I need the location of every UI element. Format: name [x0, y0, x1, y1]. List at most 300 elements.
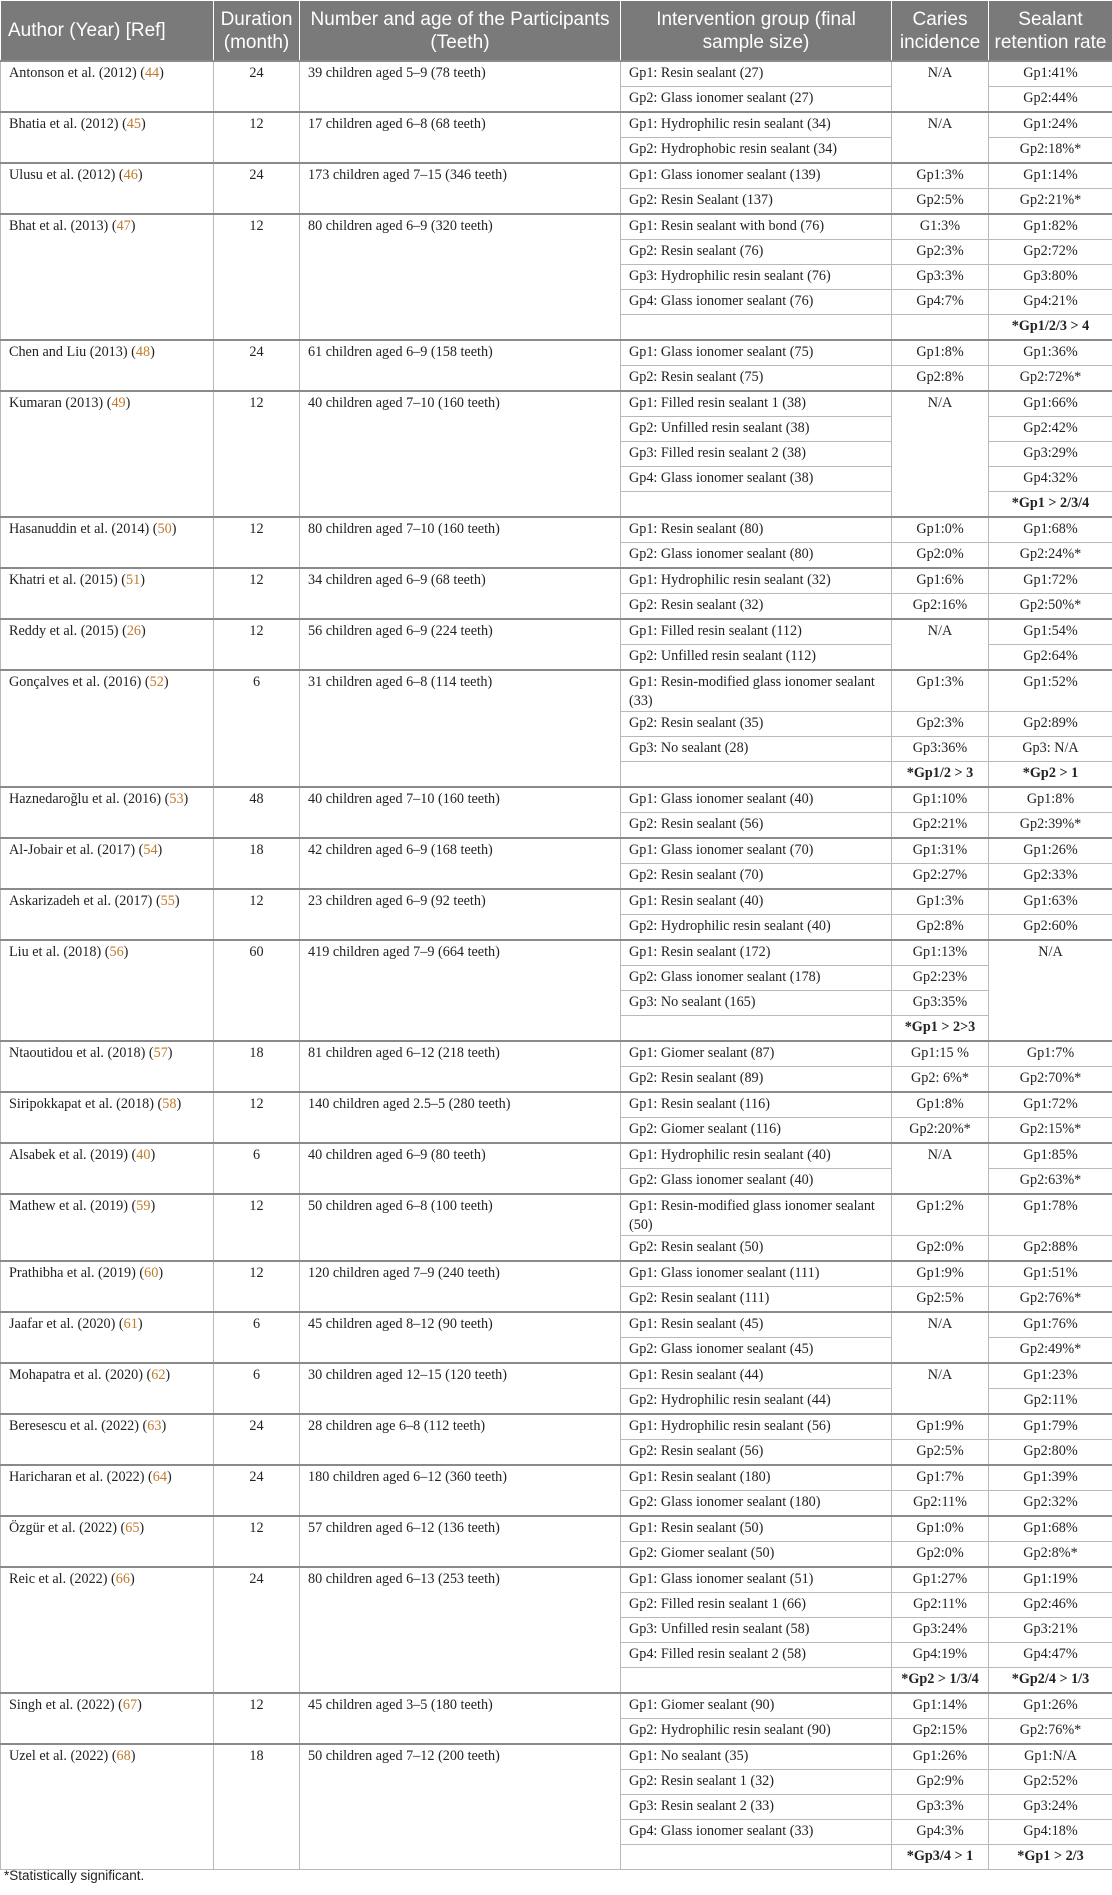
table-row [1, 391, 1112, 417]
intervention-cell [621, 1016, 892, 1042]
table-row [1, 214, 1112, 240]
caries-cell: Gp4:7% [892, 290, 989, 315]
intervention-cell: Gp2: Unfilled resin sealant (38) [621, 417, 892, 442]
duration-cell: 24 [214, 340, 300, 391]
intervention-cell: Gp2: Resin sealant 1 (32) [621, 1770, 892, 1795]
caries-cell: *Gp1/2 > 3 [892, 762, 989, 788]
intervention-cell [621, 492, 892, 518]
caries-cell: Gp2:5% [892, 1440, 989, 1466]
table-row [1, 1414, 1112, 1440]
participants-cell: 39 children aged 5–9 (78 teeth) [300, 61, 621, 112]
author-cell: Prathibha et al. (2019) (60) [1, 1261, 214, 1312]
caries-cell: Gp1:2% [892, 1194, 989, 1236]
caries-cell: *Gp2 > 1/3/4 [892, 1668, 989, 1694]
intervention-cell: Gp1: Glass ionomer sealant (75) [621, 340, 892, 366]
author-cell: Hasanuddin et al. (2014) (50) [1, 517, 214, 568]
retention-cell: Gp1:52% [989, 670, 1112, 712]
intervention-cell: Gp1: Resin-modified glass ionomer sealant (33) [621, 670, 892, 712]
participants-cell: 42 children aged 6–9 (168 teeth) [300, 838, 621, 889]
caries-cell: Gp1:3% [892, 889, 989, 915]
retention-cell: Gp2:21%* [989, 189, 1112, 215]
author-name: Kumaran (2013) ( [9, 395, 112, 411]
retention-cell: Gp3:29% [989, 442, 1112, 467]
caries-cell: Gp2:3% [892, 240, 989, 265]
duration-cell: 24 [214, 61, 300, 112]
participants-cell: 80 children aged 7–10 (160 teeth) [300, 517, 621, 568]
intervention-cell: Gp1: Glass ionomer sealant (139) [621, 163, 892, 189]
author-name: Askarizadeh et al. (2017) ( [9, 893, 161, 909]
author-cell: Beresescu et al. (2022) (63) [1, 1414, 214, 1465]
ref-number: 26 [126, 623, 141, 639]
intervention-cell: Gp4: Glass ionomer sealant (33) [621, 1820, 892, 1845]
duration-cell: 6 [214, 1312, 300, 1363]
retention-cell: Gp2:50%* [989, 594, 1112, 620]
intervention-cell: Gp1: Glass ionomer sealant (51) [621, 1567, 892, 1593]
caries-cell: Gp3:35% [892, 991, 989, 1016]
intervention-cell: Gp1: Glass ionomer sealant (70) [621, 838, 892, 864]
ref-number: 64 [152, 1469, 167, 1485]
caries-cell: *Gp1 > 2>3 [892, 1016, 989, 1042]
intervention-cell: Gp2: Resin sealant (89) [621, 1067, 892, 1093]
intervention-cell: Gp2: Resin sealant (35) [621, 712, 892, 737]
retention-cell: Gp4:21% [989, 290, 1112, 315]
table-row [1, 1693, 1112, 1719]
author-name: Mathew et al. (2019) ( [9, 1198, 137, 1214]
caries-cell: G1:3% [892, 214, 989, 240]
duration-cell: 12 [214, 517, 300, 568]
ref-number: 40 [136, 1147, 151, 1163]
retention-cell: Gp2:89% [989, 712, 1112, 737]
table-row [1, 1465, 1112, 1491]
author-name: Bhat et al. (2013) ( [9, 218, 117, 234]
header-intervention: Intervention group (final sample size) [621, 1, 892, 62]
header-retention: Sealant retention rate [989, 1, 1112, 62]
retention-cell: Gp2:76%* [989, 1719, 1112, 1745]
ref-number: 66 [115, 1571, 130, 1587]
ref-number: 52 [149, 674, 164, 690]
retention-cell: Gp1:63% [989, 889, 1112, 915]
caries-cell: Gp2:0% [892, 1236, 989, 1262]
participants-cell: 81 children aged 6–12 (218 teeth) [300, 1041, 621, 1092]
intervention-cell [621, 1668, 892, 1694]
intervention-cell: Gp2: Resin sealant (32) [621, 594, 892, 620]
intervention-cell: Gp1: Resin sealant (40) [621, 889, 892, 915]
retention-cell: *Gp2/4 > 1/3 [989, 1668, 1112, 1694]
author-name: Al-Jobair et al. (2017) ( [9, 842, 144, 858]
caries-cell [892, 315, 989, 341]
intervention-cell: Gp1: Resin sealant (50) [621, 1516, 892, 1542]
intervention-cell: Gp1: Resin sealant with bond (76) [621, 214, 892, 240]
ref-number: 62 [151, 1367, 166, 1383]
caries-cell: Gp1:9% [892, 1261, 989, 1287]
caries-cell: Gp3:36% [892, 737, 989, 762]
ref-number: 67 [122, 1697, 138, 1713]
intervention-cell: Gp3: Resin sealant 2 (33) [621, 1795, 892, 1820]
retention-cell: Gp2:15%* [989, 1118, 1112, 1144]
caries-cell: Gp1:7% [892, 1465, 989, 1491]
retention-cell: Gp3:80% [989, 265, 1112, 290]
caries-cell: Gp3:3% [892, 1795, 989, 1820]
duration-cell: 12 [214, 1261, 300, 1312]
caries-cell: Gp3:24% [892, 1618, 989, 1643]
caries-cell: Gp4:19% [892, 1643, 989, 1668]
retention-cell: Gp1:26% [989, 1693, 1112, 1719]
retention-cell: *Gp1/2/3 > 4 [989, 315, 1112, 341]
retention-cell: Gp3: N/A [989, 737, 1112, 762]
table-row [1, 112, 1112, 138]
participants-cell: 34 children aged 6–9 (68 teeth) [300, 568, 621, 619]
intervention-cell: Gp1: Glass ionomer sealant (111) [621, 1261, 892, 1287]
intervention-cell: Gp2: Resin Sealant (137) [621, 189, 892, 215]
caries-cell: N/A [892, 61, 989, 112]
retention-cell: Gp1:14% [989, 163, 1112, 189]
intervention-cell: Gp2: Filled resin sealant 1 (66) [621, 1593, 892, 1618]
caries-cell: Gp1:6% [892, 568, 989, 594]
retention-cell: Gp2:60% [989, 915, 1112, 941]
intervention-cell: Gp2: Resin sealant (56) [621, 1440, 892, 1466]
caries-cell: Gp2:0% [892, 1542, 989, 1568]
intervention-cell: Gp1: Resin sealant (27) [621, 61, 892, 87]
participants-cell: 40 children aged 7–10 (160 teeth) [300, 391, 621, 517]
duration-cell: 18 [214, 1041, 300, 1092]
participants-cell: 28 children age 6–8 (112 teeth) [300, 1414, 621, 1465]
retention-cell: Gp2:18%* [989, 138, 1112, 164]
participants-cell: 419 children aged 7–9 (664 teeth) [300, 940, 621, 1041]
participants-cell: 173 children aged 7–15 (346 teeth) [300, 163, 621, 214]
duration-cell: 12 [214, 619, 300, 670]
author-cell: Reddy et al. (2015) (26) [1, 619, 214, 670]
ref-number: 50 [157, 521, 172, 537]
retention-cell: Gp1:26% [989, 838, 1112, 864]
caries-cell: *Gp3/4 > 1 [892, 1845, 989, 1870]
caries-cell: Gp2:16% [892, 594, 989, 620]
participants-cell: 57 children aged 6–12 (136 teeth) [300, 1516, 621, 1567]
table-row [1, 1143, 1112, 1169]
intervention-cell: Gp2: Glass ionomer sealant (45) [621, 1338, 892, 1364]
intervention-cell: Gp2: Glass ionomer sealant (178) [621, 966, 892, 991]
retention-cell: Gp2:33% [989, 864, 1112, 890]
table-row [1, 568, 1112, 594]
header-row [1, 1, 1112, 62]
author-name: Liu et al. (2018) ( [9, 944, 110, 960]
author-name: Chen and Liu (2013) ( [9, 344, 136, 360]
author-name: Hasanuddin et al. (2014) ( [9, 521, 158, 537]
intervention-cell: Gp2: Giomer sealant (50) [621, 1542, 892, 1568]
table-row [1, 1312, 1112, 1338]
table-row [1, 889, 1112, 915]
retention-cell: Gp1:7% [989, 1041, 1112, 1067]
table-row [1, 1516, 1112, 1542]
caries-cell: Gp2:9% [892, 1770, 989, 1795]
caries-cell: N/A [892, 1312, 989, 1363]
author-name: Antonson et al. (2012) ( [9, 65, 145, 81]
ref-number: 53 [169, 791, 184, 807]
retention-cell: Gp1:79% [989, 1414, 1112, 1440]
retention-cell: Gp2:72%* [989, 366, 1112, 392]
author-name: Jaafar et al. (2020) ( [9, 1316, 124, 1332]
caries-cell: Gp1:26% [892, 1744, 989, 1770]
duration-cell: 12 [214, 568, 300, 619]
duration-cell: 12 [214, 1194, 300, 1261]
caries-cell: Gp3:3% [892, 265, 989, 290]
author-name: Beresescu et al. (2022) ( [9, 1418, 148, 1434]
author-cell: Gonçalves et al. (2016) (52) [1, 670, 214, 787]
retention-cell: *Gp2 > 1 [989, 762, 1112, 788]
author-name: Alsabek et al. (2019) ( [9, 1147, 137, 1163]
retention-cell: Gp1:36% [989, 340, 1112, 366]
intervention-cell: Gp1: Resin sealant (45) [621, 1312, 892, 1338]
footnote: *Statistically significant. [4, 1868, 145, 1883]
table-body [1, 61, 1112, 1870]
caries-cell: N/A [892, 1363, 989, 1414]
author-cell: Askarizadeh et al. (2017) (55) [1, 889, 214, 940]
duration-cell: 12 [214, 1516, 300, 1567]
retention-cell: Gp1:76% [989, 1312, 1112, 1338]
author-cell: Uzel et al. (2022) (68) [1, 1744, 214, 1870]
caries-cell: Gp1:0% [892, 517, 989, 543]
header-participants: Number and age of the Participants (Teeth) [300, 1, 621, 62]
intervention-cell: Gp3: Unfilled resin sealant (58) [621, 1618, 892, 1643]
ref-number: 45 [126, 116, 141, 132]
retention-cell: Gp1:68% [989, 517, 1112, 543]
author-cell: Chen and Liu (2013) (48) [1, 340, 214, 391]
ref-number: 55 [160, 893, 175, 909]
retention-cell: Gp1:23% [989, 1363, 1112, 1389]
retention-cell: *Gp1 > 2/3/4 [989, 492, 1112, 518]
retention-cell: Gp2:80% [989, 1440, 1112, 1466]
ref-number: 68 [116, 1748, 131, 1764]
caries-cell: Gp1:9% [892, 1414, 989, 1440]
participants-cell: 40 children aged 7–10 (160 teeth) [300, 787, 621, 838]
retention-cell: Gp2:49%* [989, 1338, 1112, 1364]
intervention-cell: Gp2: Resin sealant (70) [621, 864, 892, 890]
duration-cell: 24 [214, 1465, 300, 1516]
caries-cell: Gp1:0% [892, 1516, 989, 1542]
author-cell: Haricharan et al. (2022) (64) [1, 1465, 214, 1516]
author-cell: Reic et al. (2022) (66) [1, 1567, 214, 1693]
ref-number: 51 [126, 572, 141, 588]
caries-cell: Gp1:13% [892, 940, 989, 966]
author-cell: Bhat et al. (2013) (47) [1, 214, 214, 340]
caries-cell: Gp2:11% [892, 1491, 989, 1517]
intervention-cell: Gp3: No sealant (165) [621, 991, 892, 1016]
retention-cell: Gp1:39% [989, 1465, 1112, 1491]
ref-number: 46 [123, 167, 138, 183]
caries-cell: Gp1:14% [892, 1693, 989, 1719]
retention-cell: Gp1:24% [989, 112, 1112, 138]
caries-cell: Gp2:3% [892, 712, 989, 737]
author-cell: Mohapatra et al. (2020) (62) [1, 1363, 214, 1414]
author-name: Singh et al. (2022) ( [9, 1697, 123, 1713]
participants-cell: 61 children aged 6–9 (158 teeth) [300, 340, 621, 391]
caries-cell: Gp1:8% [892, 1092, 989, 1118]
duration-cell: 12 [214, 112, 300, 163]
intervention-cell: Gp2: Glass ionomer sealant (80) [621, 543, 892, 569]
ref-number: 54 [143, 842, 158, 858]
intervention-cell: Gp1: Resin-modified glass ionomer sealant (50) [621, 1194, 892, 1236]
participants-cell: 40 children aged 6–9 (80 teeth) [300, 1143, 621, 1194]
retention-cell: Gp2:11% [989, 1389, 1112, 1415]
table-row [1, 1261, 1112, 1287]
intervention-cell: Gp2: Resin sealant (111) [621, 1287, 892, 1313]
author-cell: Özgür et al. (2022) (65) [1, 1516, 214, 1567]
participants-cell: 140 children aged 2.5–5 (280 teeth) [300, 1092, 621, 1143]
author-name: Reic et al. (2022) ( [9, 1571, 116, 1587]
intervention-cell [621, 762, 892, 788]
duration-cell: 18 [214, 1744, 300, 1870]
retention-cell: Gp1:54% [989, 619, 1112, 645]
participants-cell: 56 children aged 6–9 (224 teeth) [300, 619, 621, 670]
author-name: Ulusu et al. (2012) ( [9, 167, 124, 183]
intervention-cell: Gp1: Resin sealant (180) [621, 1465, 892, 1491]
retention-cell: *Gp1 > 2/3 [989, 1845, 1112, 1870]
table-row [1, 61, 1112, 87]
author-name: Bhatia et al. (2012) ( [9, 116, 127, 132]
caries-cell: Gp1:31% [892, 838, 989, 864]
caries-cell: Gp2:27% [892, 864, 989, 890]
intervention-cell: Gp1: Hydrophilic resin sealant (40) [621, 1143, 892, 1169]
ref-number: 47 [116, 218, 131, 234]
duration-cell: 24 [214, 1567, 300, 1693]
author-cell: Ulusu et al. (2012) (46) [1, 163, 214, 214]
participants-cell: 45 children aged 3–5 (180 teeth) [300, 1693, 621, 1744]
duration-cell: 6 [214, 1143, 300, 1194]
retention-cell: Gp2:8%* [989, 1542, 1112, 1568]
caries-cell: Gp2:5% [892, 1287, 989, 1313]
author-cell: Alsabek et al. (2019) (40) [1, 1143, 214, 1194]
intervention-cell: Gp2: Hydrophilic resin sealant (90) [621, 1719, 892, 1745]
intervention-cell: Gp1: Hydrophilic resin sealant (34) [621, 112, 892, 138]
intervention-cell: Gp3: No sealant (28) [621, 737, 892, 762]
participants-cell: 45 children aged 8–12 (90 teeth) [300, 1312, 621, 1363]
intervention-cell [621, 315, 892, 341]
author-cell: Liu et al. (2018) (56) [1, 940, 214, 1041]
retention-cell: Gp2:64% [989, 645, 1112, 671]
retention-cell: Gp2:63%* [989, 1169, 1112, 1195]
duration-cell: 48 [214, 787, 300, 838]
retention-cell: Gp1:8% [989, 787, 1112, 813]
retention-cell: Gp1:72% [989, 568, 1112, 594]
ref-number: 65 [125, 1520, 140, 1536]
intervention-cell: Gp1: Giomer sealant (87) [621, 1041, 892, 1067]
ref-number: 57 [153, 1045, 168, 1061]
ref-number: 58 [162, 1096, 177, 1112]
duration-cell: 6 [214, 670, 300, 787]
retention-cell: Gp2:88% [989, 1236, 1112, 1262]
author-cell: Siripokkapat et al. (2018) (58) [1, 1092, 214, 1143]
duration-cell: 6 [214, 1363, 300, 1414]
participants-cell: 30 children aged 12–15 (120 teeth) [300, 1363, 621, 1414]
intervention-cell: Gp1: Hydrophilic resin sealant (56) [621, 1414, 892, 1440]
ref-number: 59 [136, 1198, 151, 1214]
intervention-cell: Gp4: Filled resin sealant 2 (58) [621, 1643, 892, 1668]
author-cell: Mathew et al. (2019) (59) [1, 1194, 214, 1261]
table-row [1, 1092, 1112, 1118]
retention-cell: Gp1:68% [989, 1516, 1112, 1542]
author-name: Mohapatra et al. (2020) ( [9, 1367, 152, 1383]
retention-cell: Gp1:41% [989, 61, 1112, 87]
caries-cell: N/A [892, 112, 989, 163]
participants-cell: 50 children aged 7–12 (200 teeth) [300, 1744, 621, 1870]
intervention-cell: Gp3: Filled resin sealant 2 (38) [621, 442, 892, 467]
table-row [1, 670, 1112, 712]
caries-cell: Gp1:3% [892, 670, 989, 712]
participants-cell: 80 children aged 6–9 (320 teeth) [300, 214, 621, 340]
author-cell: Bhatia et al. (2012) (45) [1, 112, 214, 163]
caries-cell: N/A [892, 1143, 989, 1194]
retention-cell: Gp4:47% [989, 1643, 1112, 1668]
caries-cell: Gp2: 6%* [892, 1067, 989, 1093]
table-row [1, 1194, 1112, 1236]
author-name: Khatri et al. (2015) ( [9, 572, 127, 588]
caries-cell: Gp2:21% [892, 813, 989, 839]
caries-cell: Gp1:27% [892, 1567, 989, 1593]
table-row [1, 1363, 1112, 1389]
intervention-cell: Gp2: Resin sealant (76) [621, 240, 892, 265]
caries-cell: N/A [892, 391, 989, 517]
intervention-cell: Gp3: Hydrophilic resin sealant (76) [621, 265, 892, 290]
retention-cell: Gp1:66% [989, 391, 1112, 417]
caries-cell: Gp2:23% [892, 966, 989, 991]
intervention-cell: Gp2: Resin sealant (50) [621, 1236, 892, 1262]
retention-cell: Gp2:52% [989, 1770, 1112, 1795]
table-row [1, 1744, 1112, 1770]
caries-cell: Gp2:0% [892, 543, 989, 569]
retention-cell: Gp1:72% [989, 1092, 1112, 1118]
retention-cell: Gp3:21% [989, 1618, 1112, 1643]
intervention-cell: Gp1: Resin sealant (116) [621, 1092, 892, 1118]
author-name: Gonçalves et al. (2016) ( [9, 674, 150, 690]
intervention-cell: Gp2: Resin sealant (75) [621, 366, 892, 392]
author-cell: Kumaran (2013) (49) [1, 391, 214, 517]
caries-cell: Gp1:10% [892, 787, 989, 813]
retention-cell: Gp2:46% [989, 1593, 1112, 1618]
caries-cell: Gp4:3% [892, 1820, 989, 1845]
caries-cell: Gp2:20%* [892, 1118, 989, 1144]
author-cell: Khatri et al. (2015) (51) [1, 568, 214, 619]
author-name: Ntaoutidou et al. (2018) ( [9, 1045, 154, 1061]
table-row [1, 517, 1112, 543]
retention-cell: Gp2:24%* [989, 543, 1112, 569]
participants-cell: 120 children aged 7–9 (240 teeth) [300, 1261, 621, 1312]
duration-cell: 24 [214, 163, 300, 214]
retention-cell: Gp4:32% [989, 467, 1112, 492]
intervention-cell: Gp2: Resin sealant (56) [621, 813, 892, 839]
duration-cell: 12 [214, 1092, 300, 1143]
duration-cell: 18 [214, 838, 300, 889]
retention-cell: Gp1:85% [989, 1143, 1112, 1169]
intervention-cell: Gp1: Resin sealant (80) [621, 517, 892, 543]
caries-cell: Gp2:11% [892, 1593, 989, 1618]
intervention-cell: Gp2: Glass ionomer sealant (180) [621, 1491, 892, 1517]
table-row [1, 1041, 1112, 1067]
intervention-cell: Gp2: Unfilled resin sealant (112) [621, 645, 892, 671]
retention-cell: N/A [989, 940, 1112, 1041]
participants-cell: 80 children aged 6–13 (253 teeth) [300, 1567, 621, 1693]
intervention-cell: Gp2: Giomer sealant (116) [621, 1118, 892, 1144]
author-cell: Antonson et al. (2012) (44) [1, 61, 214, 112]
caries-cell: Gp2:8% [892, 366, 989, 392]
intervention-cell: Gp1: Hydrophilic resin sealant (32) [621, 568, 892, 594]
table-row [1, 940, 1112, 966]
ref-number: 49 [111, 395, 126, 411]
intervention-cell: Gp1: Filled resin sealant 1 (38) [621, 391, 892, 417]
author-name: Haznedaroğlu et al. (2016) ( [9, 791, 170, 807]
intervention-cell: Gp1: Resin sealant (172) [621, 940, 892, 966]
caries-cell: Gp2:15% [892, 1719, 989, 1745]
duration-cell: 12 [214, 889, 300, 940]
intervention-cell [621, 1845, 892, 1870]
